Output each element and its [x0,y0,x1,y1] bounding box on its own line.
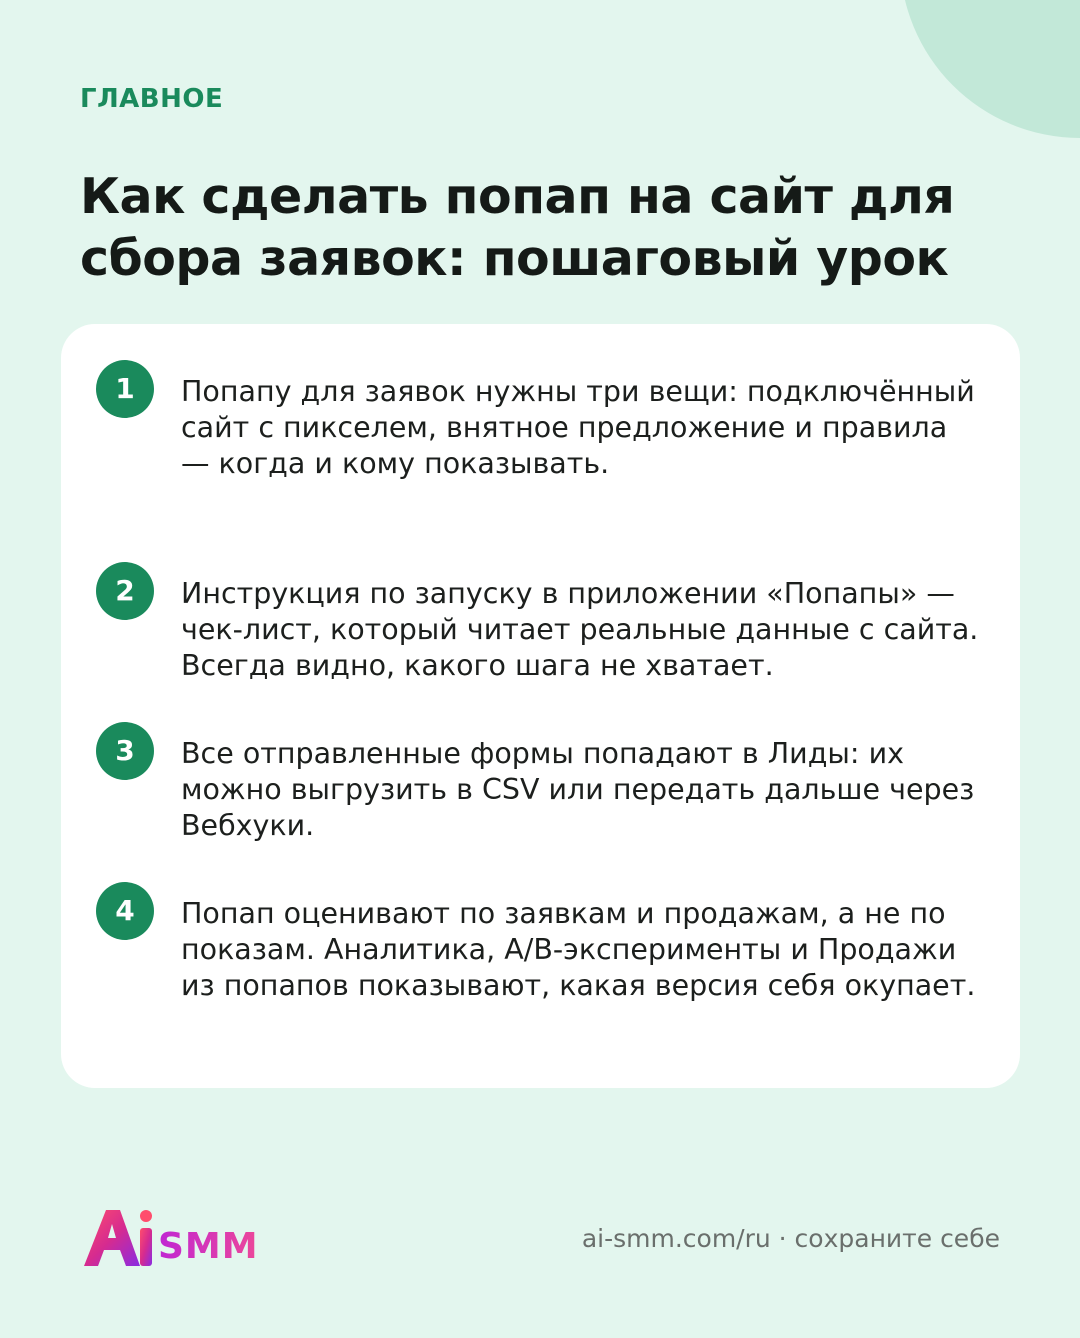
footer-caption: ai-smm.com/ru · сохраните себе [581,1224,1000,1253]
decorative-corner-circle [900,0,1080,138]
aismm-logo [80,1200,290,1280]
svg-text:SMM: SMM [158,1226,259,1267]
page-title: Как сделать попап на сайт для сбора заявок: пошаговый урок [80,168,955,287]
step-number-badge: 4 [96,882,154,940]
step-number-badge: 2 [96,562,154,620]
summary-card [61,324,1020,1088]
list-item-text: Все отправленные формы попадают в Лиды: их можно выгрузить в CSV или передать дальше через Вебхуки. [181,737,975,842]
list-item-text: Попапу для заявок нужны три вещи: подключённый сайт с пикселем, внятное предложение и правила — когда и кому показывать. [181,375,975,480]
step-number-badge: 1 [96,360,154,418]
step-number-badge: 3 [96,722,154,780]
section-kicker: ГЛАВНОЕ [80,84,224,114]
list-item-text: Инструкция по запуску в приложении «Попапы» — чек-лист, который читает реальные данные с сайта. Всегда видно, какого шага не хватает. [181,577,979,682]
list-item-text: Попап оценивают по заявкам и продажам, а не по показам. Аналитика, A/B-эксперименты и Продажи из попапов показывают, какая версия себя окупает. [181,897,976,1002]
